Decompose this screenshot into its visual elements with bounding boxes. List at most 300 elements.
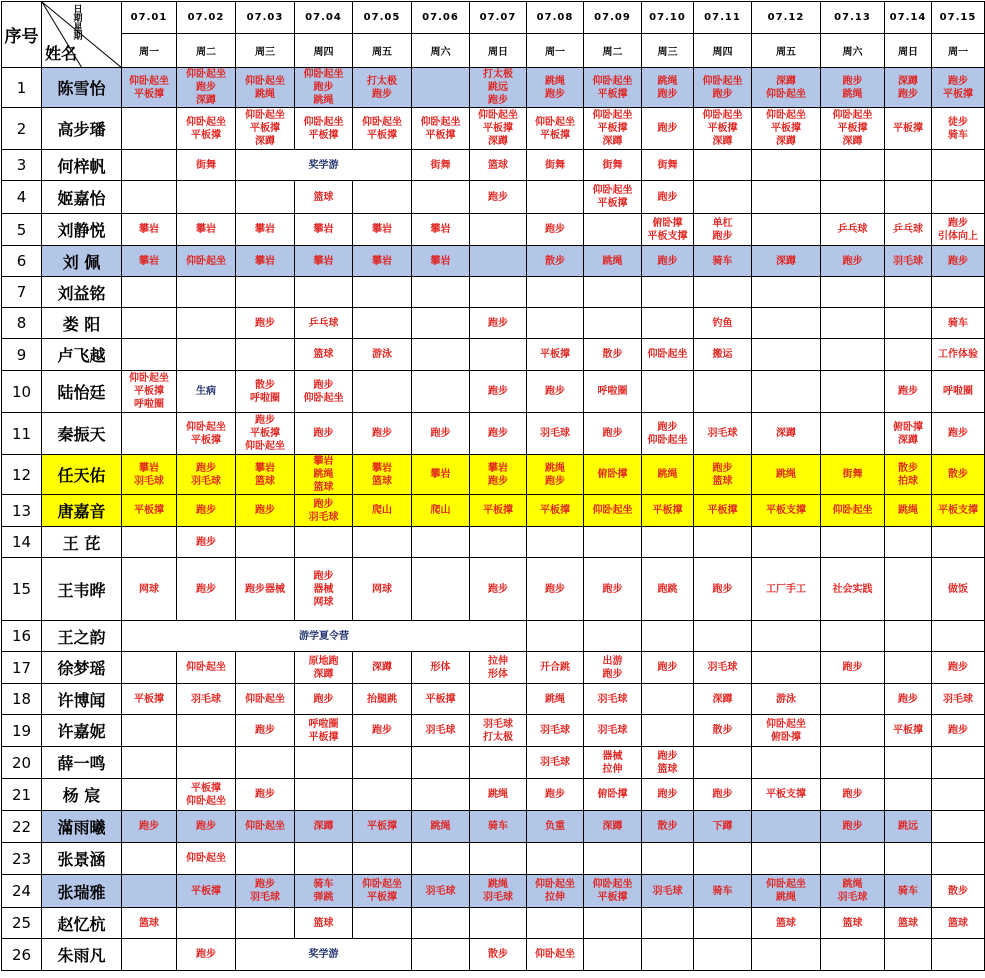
- activity-cell: [885, 558, 932, 621]
- activity-cell: [236, 181, 295, 214]
- weekday-header: 周一: [527, 34, 584, 68]
- activity-cell: 跑步: [932, 715, 985, 747]
- activity-cell: 跑步: [584, 558, 642, 621]
- activity-cell: 跑步: [821, 246, 885, 277]
- row-seq: 4: [2, 181, 42, 214]
- activity-cell: [177, 715, 236, 747]
- activity-cell: 平板撑: [353, 811, 412, 843]
- activity-cell: [412, 277, 470, 308]
- activity-cell: [694, 747, 752, 779]
- date-header: 07.10: [642, 2, 694, 34]
- activity-cell: 深蹲 仰卧起坐: [752, 68, 821, 108]
- activity-cell: [694, 277, 752, 308]
- table-row: [2, 527, 985, 558]
- activity-cell: [295, 277, 353, 308]
- date-header: 07.08: [527, 2, 584, 34]
- table-row: [2, 811, 985, 843]
- activity-cell: 跑步: [412, 413, 470, 455]
- activity-cell: [932, 843, 985, 875]
- activity-cell: [122, 715, 177, 747]
- activity-cell: [295, 527, 353, 558]
- activity-cell: 跑步 篮球: [642, 747, 694, 779]
- activity-cell: 搬运: [694, 339, 752, 371]
- activity-cell: 散步: [694, 715, 752, 747]
- activity-cell: [752, 308, 821, 339]
- activity-cell: 羽毛球: [584, 715, 642, 747]
- activity-cell: [642, 308, 694, 339]
- table-row: [2, 939, 985, 971]
- weekday-header: 周一: [932, 34, 985, 68]
- weekday-header: 周四: [694, 34, 752, 68]
- table-row: [2, 108, 985, 150]
- weekday-header: 周三: [236, 34, 295, 68]
- activity-cell: 散步: [932, 875, 985, 908]
- activity-cell: [295, 843, 353, 875]
- activity-cell: 徒步 骑车: [932, 108, 985, 150]
- activity-cell: [885, 939, 932, 971]
- activity-cell: 跑步: [527, 371, 584, 413]
- name-label: 姓名: [45, 44, 78, 63]
- activity-cell: [470, 214, 527, 246]
- row-seq: 3: [2, 150, 42, 181]
- activity-cell: 仰卧起坐 平板撑: [122, 68, 177, 108]
- row-seq: 18: [2, 684, 42, 715]
- row-seq: 23: [2, 843, 42, 875]
- activity-cell: 跑步: [470, 308, 527, 339]
- table-row: [2, 621, 985, 652]
- student-name: 徐梦瑶: [42, 652, 122, 684]
- activity-cell: [412, 908, 470, 939]
- activity-cell: 工厂手工: [752, 558, 821, 621]
- activity-cell: 篮球: [122, 908, 177, 939]
- activity-cell: 跳绳: [642, 455, 694, 495]
- activity-cell: [885, 843, 932, 875]
- activity-cell: [177, 308, 236, 339]
- student-name: 许嘉妮: [42, 715, 122, 747]
- activity-cell: 跳绳 跑步: [527, 68, 584, 108]
- activity-cell: 跑步: [295, 684, 353, 715]
- activity-cell: [353, 779, 412, 811]
- activity-cell: [122, 339, 177, 371]
- student-name: 赵忆杭: [42, 908, 122, 939]
- activity-cell: 跑步: [295, 413, 353, 455]
- activity-cell: 攀岩: [236, 246, 295, 277]
- table-row: [2, 875, 985, 908]
- table-row: [2, 246, 985, 277]
- activity-cell: 仰卧起坐 平板撑 深蹲: [236, 108, 295, 150]
- activity-cell: 平板撑: [412, 684, 470, 715]
- activity-cell: [821, 684, 885, 715]
- activity-cell: 羽毛球 打太极: [470, 715, 527, 747]
- activity-cell: 攀岩: [122, 214, 177, 246]
- activity-cell: 篮球: [932, 908, 985, 939]
- activity-cell: [295, 779, 353, 811]
- activity-cell: 跑步: [177, 811, 236, 843]
- activity-cell: [821, 939, 885, 971]
- activity-cell: [694, 371, 752, 413]
- table-row: [2, 558, 985, 621]
- activity-cell: 打太极 跑步: [353, 68, 412, 108]
- activity-cell: 骑车: [885, 875, 932, 908]
- activity-cell: 仰卧起坐: [177, 652, 236, 684]
- activity-cell: 街舞: [527, 150, 584, 181]
- activity-cell: 器械 拉伸: [584, 747, 642, 779]
- activity-cell: 跳绳 跑步: [527, 455, 584, 495]
- activity-cell: [527, 843, 584, 875]
- activity-cell: [885, 339, 932, 371]
- row-seq: 21: [2, 779, 42, 811]
- activity-cell: [527, 181, 584, 214]
- activity-cell: [353, 181, 412, 214]
- activity-cell: [821, 621, 885, 652]
- activity-cell: 跑步: [470, 413, 527, 455]
- student-name: 唐嘉音: [42, 495, 122, 527]
- activity-cell: 形体: [412, 652, 470, 684]
- activity-cell: 篮球: [821, 908, 885, 939]
- activity-cell: [821, 715, 885, 747]
- activity-cell: 攀岩: [412, 455, 470, 495]
- table-row: [2, 684, 985, 715]
- activity-cell: [821, 308, 885, 339]
- activity-cell: 跑步: [642, 779, 694, 811]
- activity-cell: [642, 684, 694, 715]
- activity-cell: [412, 843, 470, 875]
- activity-cell: [752, 150, 821, 181]
- activity-cell: 呼啦圈: [932, 371, 985, 413]
- activity-cell: 骑车 弹跳: [295, 875, 353, 908]
- activity-cell: 游泳: [353, 339, 412, 371]
- row-seq: 9: [2, 339, 42, 371]
- activity-cell: 跑步: [470, 371, 527, 413]
- activity-cell: [527, 621, 584, 652]
- activity-cell: 工作体验: [932, 339, 985, 371]
- diagonal-header-cell: [42, 2, 122, 68]
- activity-cell: 仰卧起坐 跑步: [694, 68, 752, 108]
- activity-cell: 街舞: [642, 150, 694, 181]
- activity-cell: 攀岩 篮球: [353, 455, 412, 495]
- row-seq: 11: [2, 413, 42, 455]
- activity-cell: 平板撑: [527, 339, 584, 371]
- activity-cell: 跑步: [470, 181, 527, 214]
- activity-cell: 跑步 平板撑: [932, 68, 985, 108]
- activity-cell: 跑步 羽毛球: [177, 455, 236, 495]
- activity-cell: 跳绳: [752, 455, 821, 495]
- activity-cell: 跑步: [527, 558, 584, 621]
- student-name: 刘 佩: [42, 246, 122, 277]
- date-header: 07.04: [295, 2, 353, 34]
- activity-cell: 攀岩: [295, 214, 353, 246]
- activity-cell: [122, 875, 177, 908]
- date-header: 07.09: [584, 2, 642, 34]
- activity-cell: [353, 908, 412, 939]
- activity-cell: 跳绳: [412, 811, 470, 843]
- activity-cell: 跑步: [236, 495, 295, 527]
- student-name: 刘静悦: [42, 214, 122, 246]
- date-header: 07.01: [122, 2, 177, 34]
- row-seq: 24: [2, 875, 42, 908]
- activity-cell: 攀岩: [412, 214, 470, 246]
- date-header: 07.14: [885, 2, 932, 34]
- activity-cell: 仰卧起坐 平板撑: [584, 875, 642, 908]
- activity-cell: 仰卧起坐: [527, 939, 584, 971]
- activity-cell: [821, 277, 885, 308]
- activity-cell: 跑步: [353, 413, 412, 455]
- activity-cell: 仰卧起坐 平板撑 深蹲: [821, 108, 885, 150]
- activity-cell: 骑车: [932, 308, 985, 339]
- activity-cell: [642, 939, 694, 971]
- weekday-header: 周六: [821, 34, 885, 68]
- activity-cell: 跑步 跳绳: [821, 68, 885, 108]
- activity-cell: 羽毛球: [412, 875, 470, 908]
- activity-cell: 篮球: [295, 181, 353, 214]
- activity-cell: 街舞: [412, 150, 470, 181]
- activity-cell: [694, 621, 752, 652]
- activity-cell: [122, 108, 177, 150]
- student-name: 王 芘: [42, 527, 122, 558]
- student-name: 许博闻: [42, 684, 122, 715]
- activity-cell: 散步 呼啦圈: [236, 371, 295, 413]
- activity-cell: [122, 413, 177, 455]
- row-seq: 1: [2, 68, 42, 108]
- activity-cell: 散步: [932, 455, 985, 495]
- activity-cell: [821, 527, 885, 558]
- date-header: 07.03: [236, 2, 295, 34]
- activity-cell: 羽毛球: [177, 684, 236, 715]
- activity-cell: [122, 843, 177, 875]
- activity-cell: [885, 527, 932, 558]
- activity-cell: 深蹲: [752, 246, 821, 277]
- activity-cell: 攀岩: [353, 246, 412, 277]
- row-seq: 20: [2, 747, 42, 779]
- activity-cell: 散步: [642, 811, 694, 843]
- activity-cell: [642, 908, 694, 939]
- activity-cell: 呼啦圈: [584, 371, 642, 413]
- row-seq: 17: [2, 652, 42, 684]
- activity-cell: 跑步器械: [236, 558, 295, 621]
- activity-cell: [584, 308, 642, 339]
- activity-cell: 游学夏令营: [122, 621, 527, 652]
- table-row: [2, 779, 985, 811]
- activity-cell: [412, 371, 470, 413]
- activity-cell: 俯卧撑: [584, 779, 642, 811]
- activity-cell: [236, 527, 295, 558]
- activity-cell: 仰卧起坐 平板撑: [412, 108, 470, 150]
- activity-cell: [353, 527, 412, 558]
- student-name: 高步璠: [42, 108, 122, 150]
- activity-cell: [752, 747, 821, 779]
- activity-cell: [885, 277, 932, 308]
- activity-cell: 单杠 跑步: [694, 214, 752, 246]
- row-seq: 5: [2, 214, 42, 246]
- table-row: [2, 843, 985, 875]
- activity-cell: [122, 939, 177, 971]
- date-header: 07.06: [412, 2, 470, 34]
- date-header: 07.11: [694, 2, 752, 34]
- table-row: [2, 747, 985, 779]
- activity-cell: [932, 779, 985, 811]
- activity-cell: 跑步: [885, 371, 932, 413]
- activity-cell: 俯卧撑 平板支撑: [642, 214, 694, 246]
- activity-cell: 跳绳: [527, 684, 584, 715]
- table-row: [2, 495, 985, 527]
- activity-cell: [236, 339, 295, 371]
- activity-cell: [470, 843, 527, 875]
- student-name: 刘益铭: [42, 277, 122, 308]
- activity-cell: 乒乓球: [885, 214, 932, 246]
- activity-cell: 仰卧起坐: [236, 684, 295, 715]
- activity-cell: 呼啦圈 平板撑: [295, 715, 353, 747]
- date-header: 07.07: [470, 2, 527, 34]
- activity-cell: 羽毛球: [694, 413, 752, 455]
- table-row: [2, 339, 985, 371]
- activity-cell: 跳绳: [470, 779, 527, 811]
- activity-cell: [694, 939, 752, 971]
- activity-cell: [236, 652, 295, 684]
- activity-cell: 羽毛球: [527, 747, 584, 779]
- activity-cell: 仰卧起坐 平板撑 深蹲: [470, 108, 527, 150]
- activity-cell: [932, 181, 985, 214]
- student-name: 王之韵: [42, 621, 122, 652]
- activity-cell: 攀岩 跑步: [470, 455, 527, 495]
- activity-cell: [752, 214, 821, 246]
- student-name: 王韦晔: [42, 558, 122, 621]
- student-name: 娄 阳: [42, 308, 122, 339]
- table-row: [2, 908, 985, 939]
- activity-cell: 仰卧起坐 平板撑: [295, 108, 353, 150]
- activity-cell: 跳绳: [584, 246, 642, 277]
- activity-cell: 跑步: [527, 214, 584, 246]
- activity-cell: 跑步: [821, 811, 885, 843]
- table-row: [2, 181, 985, 214]
- activity-cell: 跑步: [236, 779, 295, 811]
- activity-cell: 篮球: [295, 908, 353, 939]
- row-seq: 13: [2, 495, 42, 527]
- activity-cell: [694, 908, 752, 939]
- activity-cell: 跳绳: [885, 495, 932, 527]
- activity-cell: [932, 939, 985, 971]
- activity-cell: 跑步: [821, 779, 885, 811]
- activity-cell: 跑步: [177, 527, 236, 558]
- row-seq: 22: [2, 811, 42, 843]
- activity-cell: [752, 277, 821, 308]
- activity-cell: 奖学游: [236, 939, 412, 971]
- activity-cell: 平板撑: [527, 495, 584, 527]
- activity-cell: 跳远: [885, 811, 932, 843]
- activity-cell: [236, 843, 295, 875]
- activity-cell: [353, 277, 412, 308]
- activity-cell: 跑步: [584, 413, 642, 455]
- activity-cell: 跑步: [353, 715, 412, 747]
- activity-cell: 仰卧起坐 跑步 跳绳: [295, 68, 353, 108]
- activity-cell: 仰卧起坐: [642, 339, 694, 371]
- activity-cell: [694, 150, 752, 181]
- activity-cell: [122, 527, 177, 558]
- activity-cell: [752, 339, 821, 371]
- activity-cell: 俯卧撑 深蹲: [885, 413, 932, 455]
- activity-cell: 深蹲: [694, 684, 752, 715]
- activity-cell: [122, 747, 177, 779]
- student-name: 何梓帆: [42, 150, 122, 181]
- activity-cell: [177, 339, 236, 371]
- activity-cell: 仰卧起坐 跳绳: [752, 875, 821, 908]
- activity-cell: [236, 908, 295, 939]
- activity-cell: 跑步 羽毛球: [295, 495, 353, 527]
- activity-cell: 抬腿跳: [353, 684, 412, 715]
- activity-cell: 街舞: [821, 455, 885, 495]
- activity-cell: 跑步 羽毛球: [236, 875, 295, 908]
- activity-cell: 网球: [122, 558, 177, 621]
- activity-cell: 跑步: [122, 811, 177, 843]
- activity-cell: [177, 908, 236, 939]
- activity-cell: 跑步 篮球: [694, 455, 752, 495]
- row-seq: 10: [2, 371, 42, 413]
- activity-cell: 深蹲: [584, 811, 642, 843]
- student-name: 陈雪怡: [42, 68, 122, 108]
- activity-cell: 攀岩 羽毛球: [122, 455, 177, 495]
- activity-cell: 平板撑: [642, 495, 694, 527]
- activity-cell: 深蹲: [295, 811, 353, 843]
- activity-cell: [885, 308, 932, 339]
- activity-cell: [932, 150, 985, 181]
- row-seq: 16: [2, 621, 42, 652]
- date-header: 07.15: [932, 2, 985, 34]
- row-seq: 14: [2, 527, 42, 558]
- activity-cell: 跳绳 羽毛球: [821, 875, 885, 908]
- date-header: 07.05: [353, 2, 412, 34]
- activity-cell: [694, 527, 752, 558]
- activity-cell: 攀岩: [236, 214, 295, 246]
- activity-cell: [122, 779, 177, 811]
- activity-cell: 平板撑: [470, 495, 527, 527]
- activity-cell: [752, 811, 821, 843]
- activity-cell: 平板支撑: [752, 495, 821, 527]
- table-row: [2, 652, 985, 684]
- activity-cell: [584, 843, 642, 875]
- activity-cell: 仰卧起坐 平板撑 深蹲: [752, 108, 821, 150]
- activity-cell: 跑步: [642, 108, 694, 150]
- activity-cell: 出游 跑步: [584, 652, 642, 684]
- activity-cell: [932, 621, 985, 652]
- activity-cell: 仰卧起坐 平板撑: [584, 68, 642, 108]
- activity-cell: 仰卧起坐 平板撑: [353, 875, 412, 908]
- activity-cell: 钓鱼: [694, 308, 752, 339]
- activity-cell: 仰卧起坐 平板撑 深蹲: [694, 108, 752, 150]
- activity-cell: [752, 843, 821, 875]
- activity-cell: 街舞: [584, 150, 642, 181]
- activity-cell: [752, 939, 821, 971]
- activity-cell: 爬山: [353, 495, 412, 527]
- activity-cell: 攀岩: [177, 214, 236, 246]
- activity-cell: 深蹲: [353, 652, 412, 684]
- activity-cell: 骑车: [694, 246, 752, 277]
- activity-cell: 羽毛球: [642, 875, 694, 908]
- activity-cell: [470, 277, 527, 308]
- table-row: [2, 371, 985, 413]
- activity-cell: 攀岩 跳绳 篮球: [295, 455, 353, 495]
- activity-cell: [353, 843, 412, 875]
- activity-cell: 跑步: [885, 684, 932, 715]
- activity-cell: [584, 939, 642, 971]
- activity-cell: 散步: [527, 246, 584, 277]
- table-row: [2, 68, 985, 108]
- activity-cell: 平板支撑: [932, 495, 985, 527]
- activity-cell: [694, 843, 752, 875]
- date-header: 07.02: [177, 2, 236, 34]
- activity-cell: 仰卧起坐: [584, 495, 642, 527]
- row-seq: 6: [2, 246, 42, 277]
- activity-cell: 平板撑: [885, 715, 932, 747]
- student-name: 薛一鸣: [42, 747, 122, 779]
